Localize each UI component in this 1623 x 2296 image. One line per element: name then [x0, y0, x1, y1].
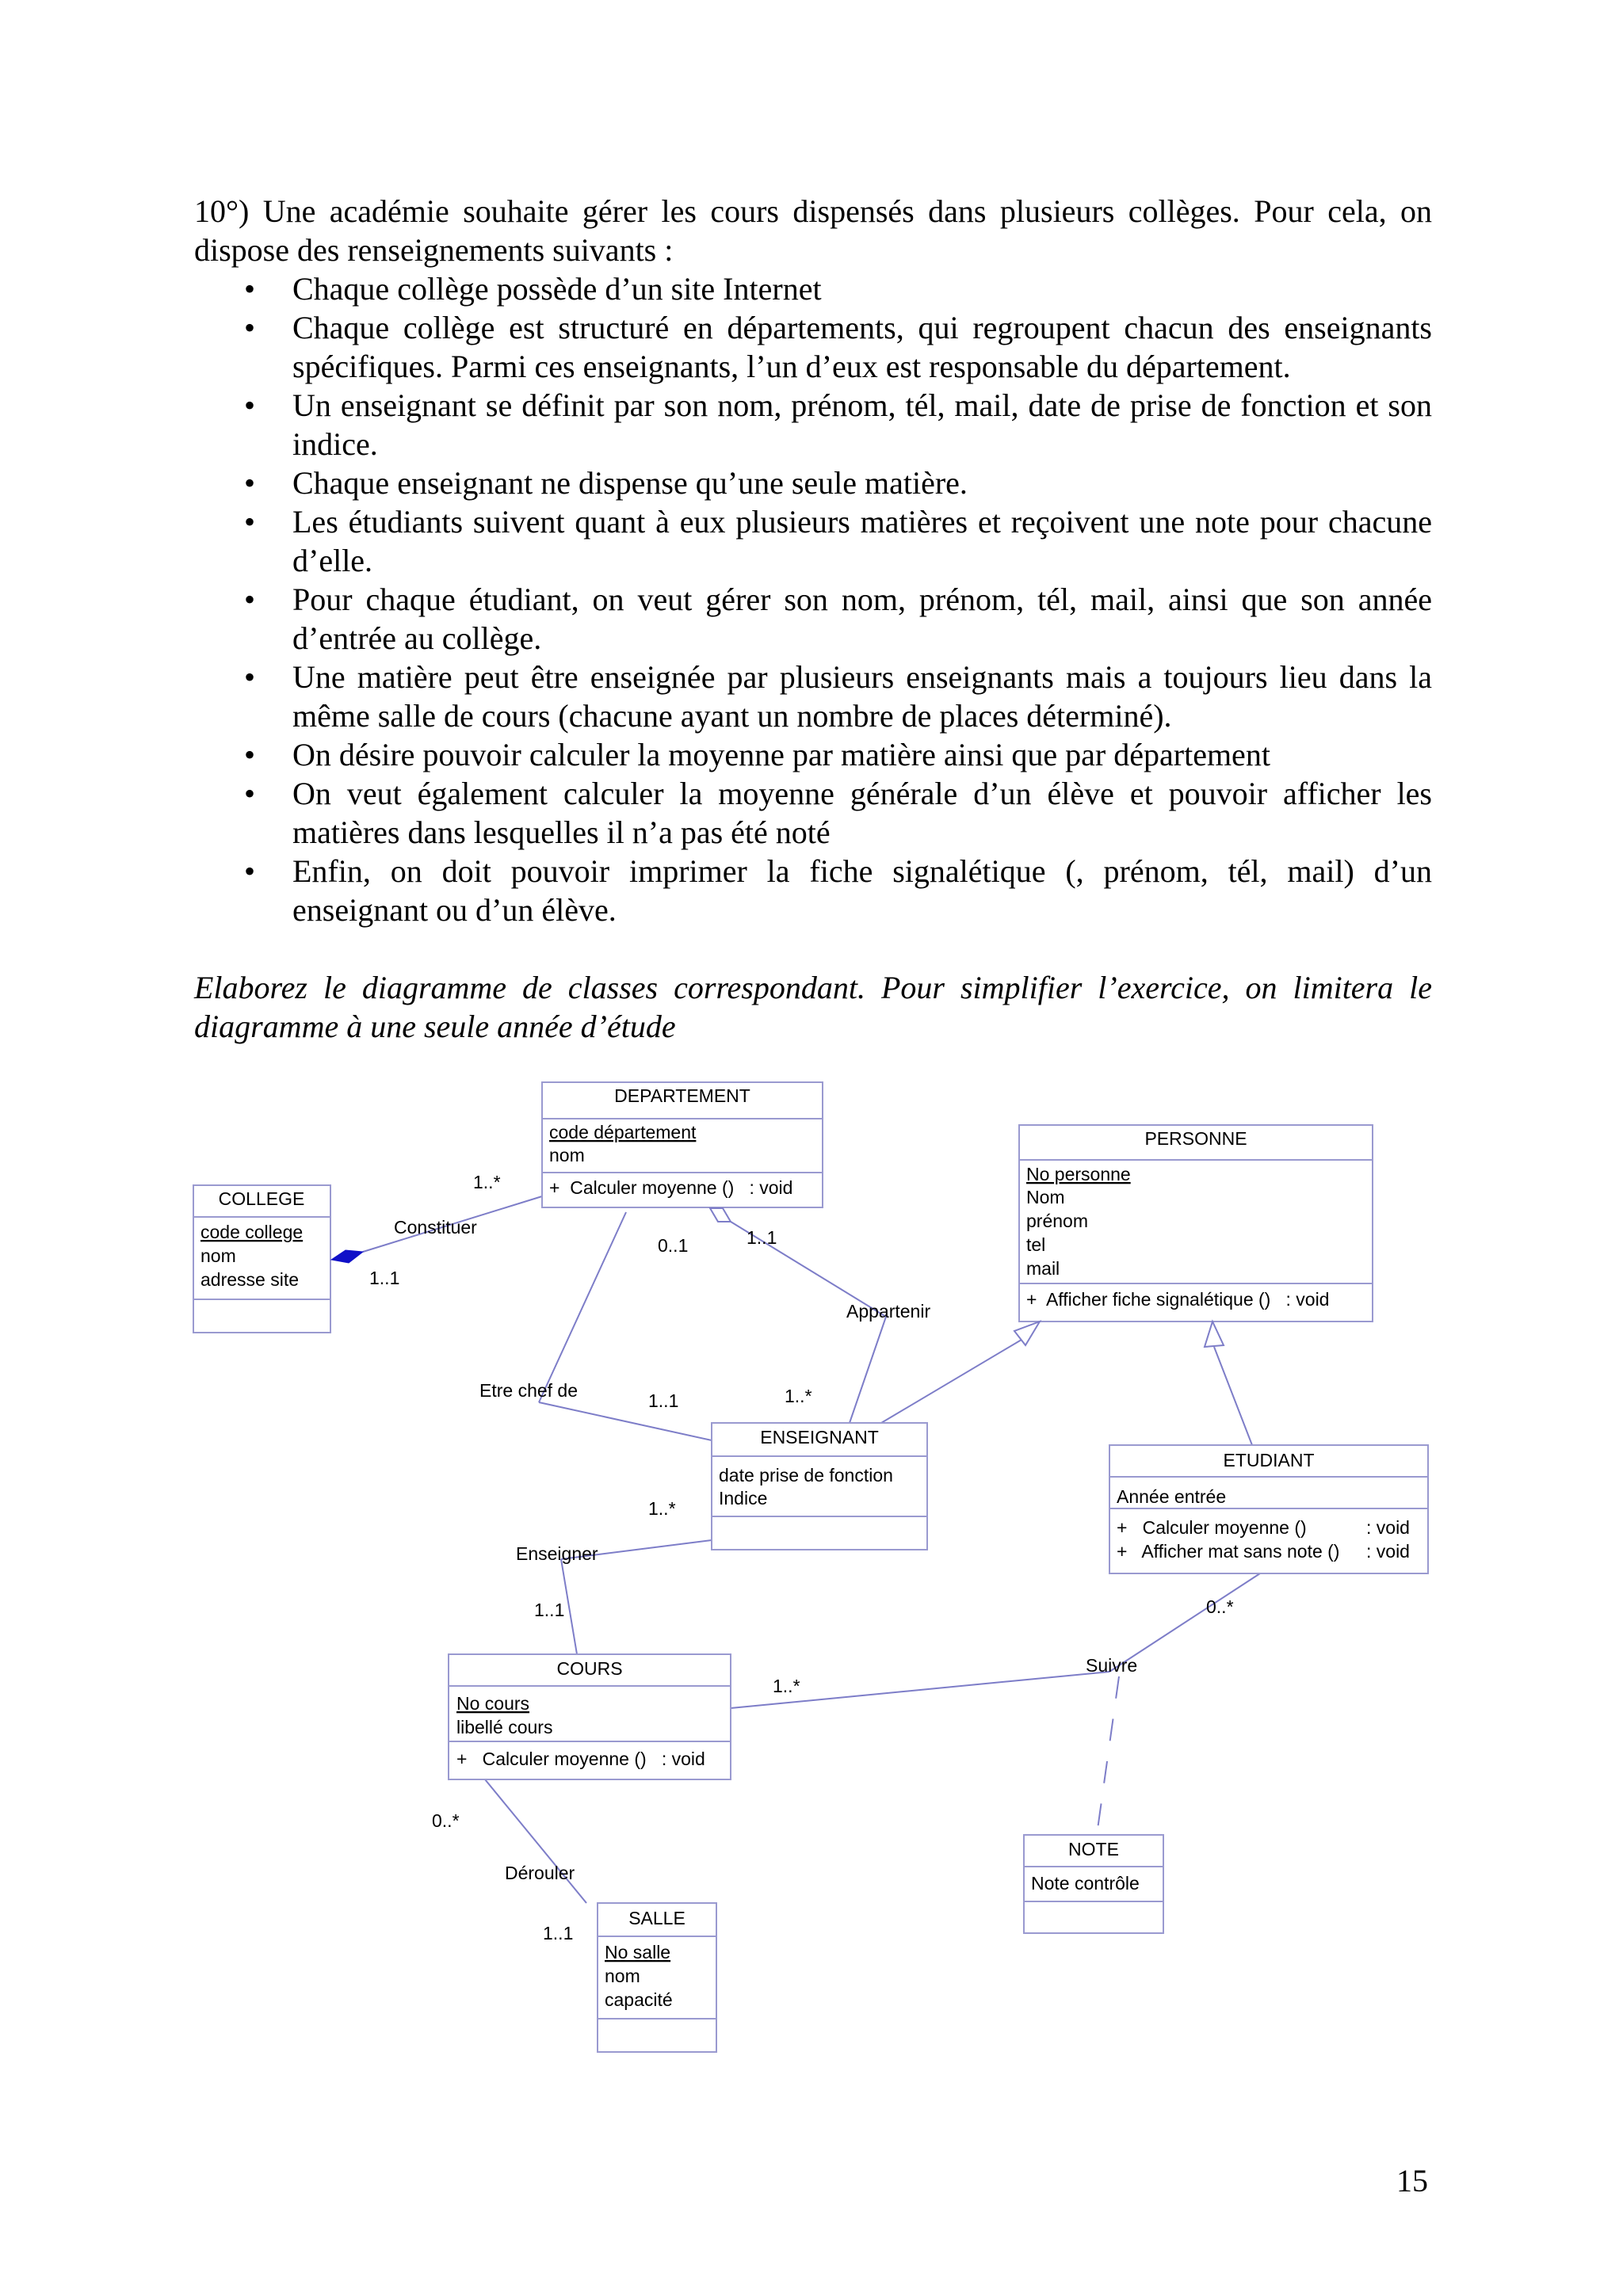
derouler-line	[485, 1779, 586, 1903]
class-attribute: date prise de fonction	[719, 1465, 893, 1486]
class-name: COURS	[556, 1658, 623, 1679]
class-attribute: No salle	[605, 1942, 671, 1962]
multiplicity-label: 0..*	[432, 1810, 460, 1831]
list-item: • Un enseignant se définit par son nom, prénom, tél, mail, date de prise de fonction et son indice.	[194, 386, 1432, 463]
page-number: 15	[1396, 2163, 1428, 2199]
class-departement	[542, 1082, 823, 1207]
class-attribute: libellé cours	[456, 1717, 553, 1737]
class-etudiant	[1109, 1445, 1428, 1573]
list-item: • Chaque collège possède d’un site Internet	[194, 269, 1432, 308]
class-name: COLLEGE	[218, 1188, 305, 1209]
class-attribute: Indice	[719, 1488, 768, 1508]
exercise-intro: 10°) Une académie souhaite gérer les cours dispensés dans plusieurs collèges. Pour cela, on dispose des renseignements suivants :	[194, 193, 1432, 268]
multiplicity-label: 1..*	[785, 1386, 812, 1406]
class-cours	[449, 1654, 731, 1779]
class-name: ETUDIANT	[1223, 1450, 1315, 1470]
list-item: • Chaque collège est structuré en départements, qui regroupent chacun des enseignants spécifiques. Parmi ces enseignants, l’un d’eux est responsable du département.	[194, 308, 1432, 386]
class-attribute: code département	[549, 1122, 697, 1142]
association-appartenir: Appartenir	[846, 1301, 931, 1322]
generalization-arrow-icon	[1205, 1322, 1224, 1347]
class-attribute: nom	[605, 1966, 640, 1986]
class-attribute: No cours	[456, 1693, 530, 1714]
association-etre-chef-de: Etre chef de	[479, 1380, 579, 1401]
association-suivre: Suivre	[1086, 1655, 1138, 1676]
aggregation-diamond-icon	[710, 1208, 731, 1222]
multiplicity-label: 1..1	[747, 1227, 777, 1248]
class-name: SALLE	[628, 1908, 685, 1928]
chef-enseignant-line	[539, 1402, 712, 1440]
multiplicity-label: 1..1	[648, 1390, 679, 1411]
class-attribute: Année entrée	[1117, 1486, 1227, 1507]
class-personne	[1019, 1125, 1373, 1322]
class-attribute: Note contrôle	[1031, 1873, 1140, 1894]
class-enseignant	[712, 1423, 927, 1550]
class-name: ENSEIGNANT	[760, 1427, 879, 1447]
list-item: • Une matière peut être enseignée par plusieurs enseignants mais a toujours lieu dans la même salle de cours (chacune ayant un nombre de places déterminé).	[194, 658, 1432, 735]
multiplicity-label: 1..*	[473, 1172, 501, 1192]
class-operation-return: : void	[1366, 1541, 1410, 1562]
generalization-etudiant-line	[1214, 1347, 1252, 1445]
multiplicity-label: 1..*	[648, 1498, 676, 1519]
class-operation: + Calculer moyenne ()	[1117, 1517, 1307, 1538]
class-salle	[598, 1903, 716, 2052]
list-item: • Chaque enseignant ne dispense qu’une seule matière.	[194, 463, 1432, 502]
class-attribute: prénom	[1026, 1211, 1088, 1231]
class-attribute: code college	[200, 1222, 304, 1242]
class-attribute: No personne	[1026, 1164, 1131, 1184]
class-operation: + Calculer moyenne () : void	[456, 1749, 705, 1769]
class-attribute: nom	[200, 1245, 236, 1266]
class-attribute: tel	[1026, 1234, 1046, 1255]
multiplicity-label: 0..*	[1206, 1596, 1234, 1617]
class-name: DEPARTEMENT	[614, 1085, 750, 1106]
class-operation-return: : void	[1366, 1517, 1410, 1538]
class-attribute: Nom	[1026, 1187, 1065, 1207]
association-constituer: Constituer	[394, 1217, 477, 1238]
class-operation: + Calculer moyenne () : void	[549, 1177, 793, 1198]
association-enseigner: Enseigner	[516, 1543, 598, 1564]
list-item: • Enfin, on doit pouvoir imprimer la fiche signalétique (, prénom, tél, mail) d’un enseignant ou d’un élève.	[194, 852, 1432, 929]
class-attribute: adresse site	[200, 1269, 300, 1290]
class-name: NOTE	[1068, 1839, 1119, 1859]
list-item: • Pour chaque étudiant, on veut gérer son nom, prénom, tél, mail, ainsi que son année d’entrée au collège.	[194, 580, 1432, 658]
list-item: • On désire pouvoir calculer la moyenne par matière ainsi que par département	[194, 735, 1432, 774]
multiplicity-label: 1..*	[773, 1676, 800, 1696]
generalization-enseignant-line	[881, 1337, 1025, 1423]
multiplicity-label: 1..1	[369, 1268, 400, 1288]
class-operation: + Afficher fiche signalétique () : void	[1026, 1289, 1330, 1310]
class-note	[1024, 1835, 1163, 1933]
class-attribute: capacité	[605, 1989, 673, 2010]
list-item: • Les étudiants suivent quant à eux plusieurs matières et reçoivent une note pour chacune d’elle.	[194, 502, 1432, 580]
association-derouler: Dérouler	[505, 1863, 575, 1883]
multiplicity-label: 0..1	[658, 1235, 689, 1256]
class-college	[193, 1185, 330, 1333]
multiplicity-label: 1..1	[534, 1600, 565, 1620]
class-name: PERSONNE	[1144, 1128, 1247, 1149]
composition-diamond-icon	[331, 1250, 363, 1263]
class-operation: + Afficher mat sans note ()	[1117, 1541, 1340, 1562]
suivre-note-line	[1097, 1676, 1119, 1835]
appartenir-enseignant-line	[850, 1317, 886, 1423]
exercise-instructions: Elaborez le diagramme de classes correspondant. Pour simplifier l’exercice, on limitera le diagramme à une seule année d’étude	[194, 970, 1432, 1044]
class-attribute: mail	[1026, 1258, 1060, 1279]
chef-departement-line	[539, 1212, 626, 1402]
list-item: • On veut également calculer la moyenne générale d’un élève et pouvoir afficher les matières dans lesquelles il n’a pas été noté	[194, 774, 1432, 852]
multiplicity-label: 1..1	[543, 1923, 574, 1943]
class-attribute: nom	[549, 1145, 585, 1165]
